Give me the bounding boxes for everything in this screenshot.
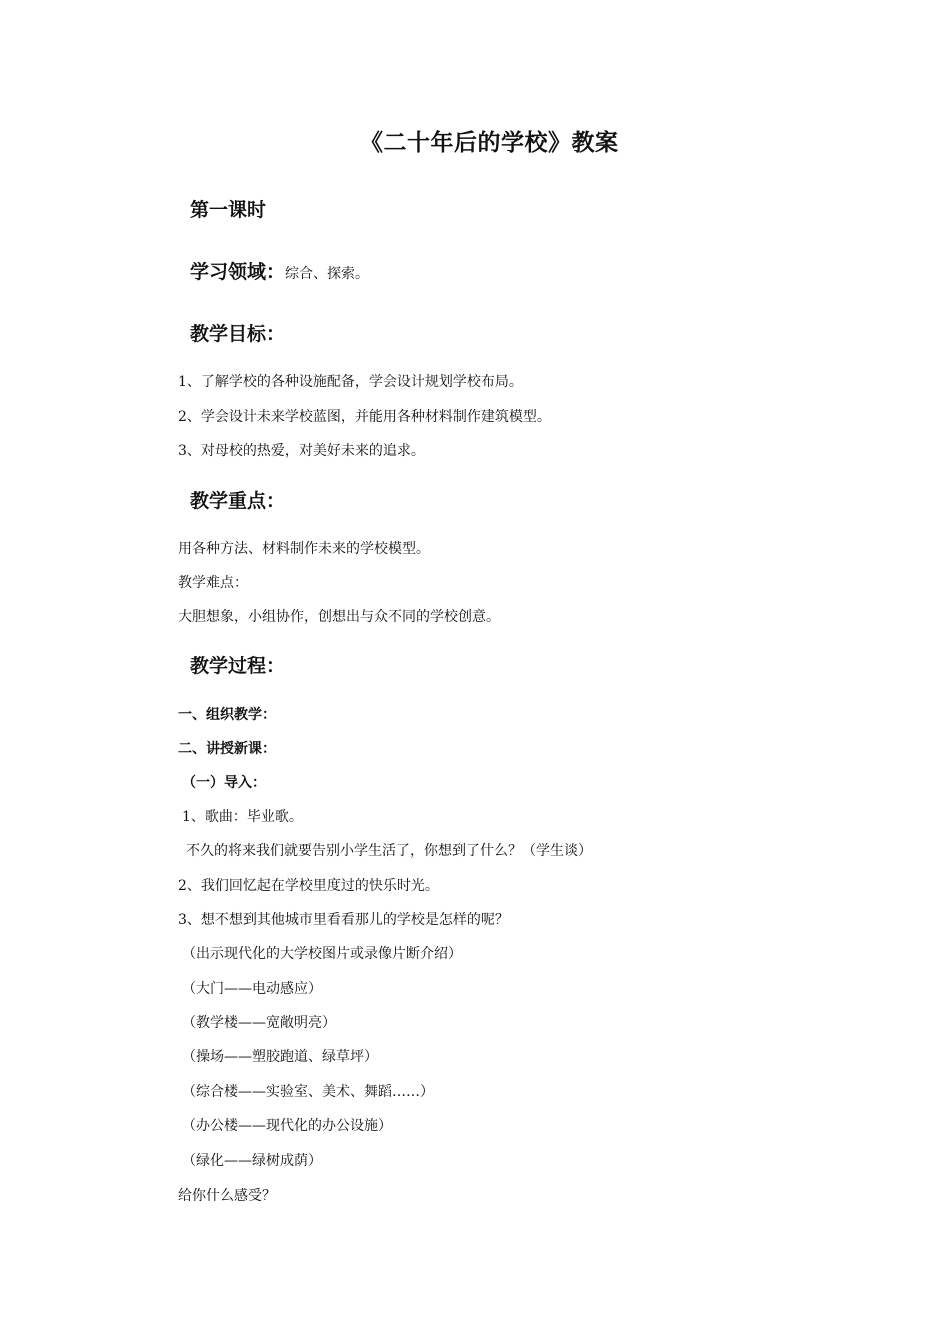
facility-item: （综合楼——实验室、美术、舞蹈……） <box>182 1084 434 1100</box>
field-line <box>190 257 369 284</box>
facility-item: （大门——电动感应） <box>182 981 322 997</box>
other-cities-line: 3、想不想到其他城市里看看那儿的学校是怎样的呢？ <box>178 912 509 928</box>
goal-item: 1、了解学校的各种设施配备，学会设计规划学校布局。 <box>178 374 523 390</box>
recall-line: 2、我们回忆起在学校里度过的快乐时光。 <box>178 878 439 894</box>
facility-item: （操场——塑胶跑道、绿草坪） <box>182 1049 378 1065</box>
goal-item: 3、对母校的热爱，对美好未来的追求。 <box>178 443 425 459</box>
step-organize: 一、组织教学： <box>178 707 276 723</box>
field-label: 学习领域： <box>190 261 286 283</box>
intro-heading: （一）导入： <box>182 775 266 791</box>
question-line: 不久的将来我们就要告别小学生活了，你想到了什么？（学生谈） <box>186 843 592 859</box>
goals-heading: 教学目标： <box>190 323 286 345</box>
lesson-heading: 第一课时 <box>190 199 267 221</box>
song-line: 1、歌曲：毕业歌。 <box>182 809 303 825</box>
field-value: 综合、探索。 <box>285 266 370 282</box>
facility-item: （教学楼——宽敞明亮） <box>182 1015 336 1031</box>
goal-item: 2、学会设计未来学校蓝图，并能用各种材料制作建筑模型。 <box>178 409 551 425</box>
document-title: 《二十年后的学校》教案 <box>360 130 619 156</box>
key-heading: 教学重点： <box>190 490 286 512</box>
process-heading: 教学过程： <box>190 655 286 677</box>
feeling-question: 给你什么感受？ <box>178 1188 276 1204</box>
facility-item: （办公楼——现代化的办公设施） <box>182 1118 392 1134</box>
key-text: 用各种方法、材料制作未来的学校模型。 <box>178 541 430 557</box>
difficulty-text: 大胆想象，小组协作，创想出与众不同的学校创意。 <box>178 609 500 625</box>
show-line: （出示现代化的大学校图片或录像片断介绍） <box>182 946 462 962</box>
difficulty-label: 教学难点： <box>178 575 248 591</box>
facility-item: （绿化——绿树成荫） <box>182 1153 322 1169</box>
step-new-lesson: 二、讲授新课： <box>178 741 276 757</box>
